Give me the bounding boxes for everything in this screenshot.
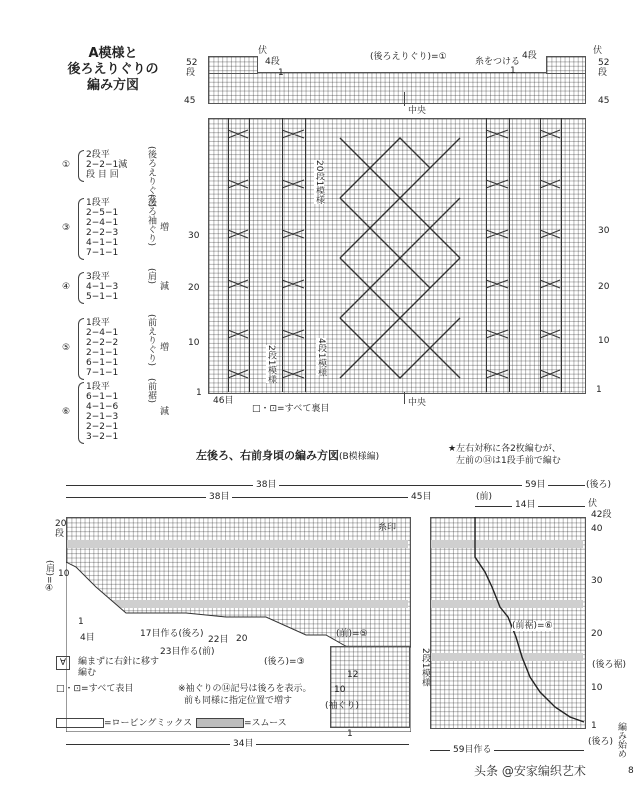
chart-a-shoulder-right bbox=[546, 56, 586, 74]
formula-line: 7−1−1 bbox=[86, 248, 119, 258]
dim-59a-label: 59目 bbox=[522, 480, 548, 490]
formula-bracket bbox=[78, 382, 84, 444]
chart-b-title-suffix: (B模様編) bbox=[339, 452, 380, 462]
legend-c bbox=[56, 718, 192, 729]
chart-a-4dan-left: 4段 bbox=[265, 57, 280, 67]
formula-number: ④ bbox=[62, 282, 71, 292]
chart-a-yoke-grid bbox=[208, 72, 586, 104]
label-made20: 20 bbox=[236, 634, 248, 644]
formula-line: 1段平 bbox=[86, 382, 110, 392]
formula-line: 5−1−1 bbox=[86, 292, 119, 302]
formula-side-label: (前裾) bbox=[146, 378, 156, 404]
dim-ushiro-top: (後ろ) bbox=[586, 480, 612, 490]
chart-a-bottom-46: 46目 bbox=[213, 396, 234, 406]
chart-a-fu-left: 伏 bbox=[258, 46, 268, 56]
chart-b-right-10: 10 bbox=[591, 683, 603, 693]
legend-d-text: =スムース bbox=[244, 718, 287, 729]
formula-line: 1段平 bbox=[86, 198, 110, 208]
chart-a-left-45: 45 bbox=[184, 96, 196, 106]
chart-a-4dan-right: 4段 bbox=[522, 51, 537, 61]
chart-b-right-42: 42段 bbox=[591, 510, 612, 520]
formula-action: 減 bbox=[160, 407, 170, 417]
chart-a-right-52: 52 bbox=[598, 58, 610, 68]
label-mae5: (前)=⑤ bbox=[336, 629, 368, 639]
formula-number: ⑥ bbox=[62, 407, 71, 417]
formula-line: 2−2−2 bbox=[86, 338, 119, 348]
formula-side-label: (肩) bbox=[146, 268, 156, 285]
dim-38a-label: 38目 bbox=[253, 480, 279, 490]
formula-line: 2−1−1 bbox=[86, 348, 119, 358]
formula-line: 4−1−1 bbox=[86, 238, 119, 248]
label-sodeguri: (袖ぐり) bbox=[325, 701, 360, 711]
chart-a-shoulder-left bbox=[208, 56, 258, 74]
formula-line: 3段平 bbox=[86, 272, 110, 282]
formula-line: 2−2−3 bbox=[86, 228, 119, 238]
legend-a-symbol: ∀ bbox=[56, 656, 70, 670]
formula-bracket bbox=[78, 198, 84, 260]
formula-line: 2−2−1 bbox=[86, 422, 119, 432]
chart-a-cable-crosses bbox=[208, 118, 584, 392]
chart-a-right-10: 10 bbox=[598, 336, 610, 346]
formula-line: 2−1−3 bbox=[86, 412, 119, 422]
dim-59b-label: 59目作る bbox=[450, 745, 494, 755]
chart-a-one-right: 1 bbox=[510, 66, 516, 76]
formula-line: 6−1−1 bbox=[86, 358, 119, 368]
chart-a-left-10: 10 bbox=[188, 338, 200, 348]
formula-line: 3−2−1 bbox=[86, 432, 119, 442]
legend-a-text2: 編む bbox=[78, 668, 97, 678]
formula-action: 増 bbox=[160, 343, 170, 353]
chart-a-fu-right: 伏 bbox=[593, 46, 603, 56]
chart-a-back-neck: (後ろえりぐり)=① bbox=[370, 52, 447, 62]
chart-a-rep2: 2段1模様 bbox=[266, 345, 276, 384]
chart-b-right-30: 30 bbox=[591, 576, 603, 586]
chart-a-rep20: 20段1模様 bbox=[314, 160, 324, 205]
chart-b-front-edge bbox=[430, 517, 586, 729]
chart-b-note-1: ★左右対称に各2枚編むが、 bbox=[448, 444, 561, 454]
formula-line: 2−4−1 bbox=[86, 218, 119, 228]
watermark: 头条 @安家编织艺术 bbox=[474, 764, 586, 778]
label-made23: 23目作る(前) bbox=[160, 647, 215, 657]
dim-38b-label: 38目 bbox=[206, 492, 232, 502]
chart-b-right-20: 20 bbox=[591, 629, 603, 639]
chart-a-center-top: 中央 bbox=[408, 106, 427, 116]
legend-b-text: □・⊡=すべて表目 bbox=[56, 684, 134, 694]
chart-a-center-arrow-bottom bbox=[404, 392, 405, 404]
formula-line: 2−4−1 bbox=[86, 328, 119, 338]
formula-bracket bbox=[78, 318, 84, 380]
chart-b-right-1: 1 bbox=[591, 721, 597, 731]
chart-a-rep4: 4段1模様 bbox=[316, 338, 326, 377]
label-itojirushi: 糸印 bbox=[378, 523, 397, 533]
legend-note-2: 前も同様に指定位置で増す bbox=[184, 696, 293, 706]
label-made17: 17目作る(後ろ) bbox=[140, 629, 204, 639]
formula-side-label: (後ろえりぐり) bbox=[146, 146, 156, 208]
dim-38b bbox=[66, 497, 411, 498]
chart-a-title-line3: 編み方図 bbox=[86, 78, 139, 93]
label-ushirorow1: (後ろ) bbox=[588, 737, 614, 747]
label-ushirosuso: (後ろ裾) bbox=[592, 660, 627, 670]
chart-a-left-52: 52 bbox=[186, 58, 198, 68]
label-made22: 22目 bbox=[208, 635, 229, 645]
formula-line: 段 目 回 bbox=[86, 170, 119, 180]
chart-a-right-20: 20 bbox=[598, 282, 610, 292]
chart-a-center-bottom: 中央 bbox=[408, 398, 427, 408]
formula-side-label: (前えりぐり) bbox=[146, 314, 156, 367]
legend-d-swatch bbox=[196, 718, 244, 728]
chart-b-title bbox=[196, 447, 379, 463]
label-maesuso: (前裾)=⑥ bbox=[512, 621, 553, 631]
label-four-me: 4目 bbox=[80, 633, 95, 643]
label-fu: 伏 bbox=[588, 499, 598, 509]
formula-line: 6−1−1 bbox=[86, 392, 119, 402]
label-amihajime: 編み始め bbox=[616, 722, 626, 758]
chart-a-one-left: 1 bbox=[278, 68, 284, 78]
formula-line: 2段平 bbox=[86, 150, 110, 160]
chart-b-note-2: 左前の⑭は1段手前で編む bbox=[456, 456, 561, 466]
formula-line: 1段平 bbox=[86, 318, 110, 328]
formula-number: ⑤ bbox=[62, 343, 71, 353]
chart-a-thread-attach: 糸をつける bbox=[475, 57, 521, 67]
chart-a-right-30: 30 bbox=[598, 226, 610, 236]
formula-number: ① bbox=[62, 160, 71, 170]
chart-b-left-1: 1 bbox=[78, 617, 84, 627]
chart-b-left-10: 10 bbox=[58, 569, 70, 579]
formula-line: 2−5−1 bbox=[86, 208, 119, 218]
chart-b-left-dan: 段 bbox=[55, 529, 65, 539]
label-one: 1 bbox=[347, 729, 353, 739]
dim-34-label: 34目 bbox=[230, 739, 256, 749]
dim-mae: (前) bbox=[476, 492, 493, 502]
formula-line: 7−1−1 bbox=[86, 368, 119, 378]
label-rep2: 2段1模様 bbox=[420, 648, 430, 687]
formula-bracket bbox=[78, 150, 84, 182]
chart-a-right-dan: 段 bbox=[598, 68, 608, 78]
formula-line: 4−1−3 bbox=[86, 282, 119, 292]
chart-a-left-30: 30 bbox=[188, 231, 200, 241]
chart-a-right-45: 45 bbox=[598, 96, 610, 106]
label-ushiro3: (後ろ)=③ bbox=[264, 657, 305, 667]
chart-a-title bbox=[58, 46, 168, 94]
formula-line: 2−2−1減 bbox=[86, 160, 128, 170]
chart-a-left-20: 20 bbox=[188, 283, 200, 293]
legend-a-text: 編まずに右針に移す bbox=[78, 657, 160, 667]
label-ten: 10 bbox=[334, 685, 346, 695]
formula-action: 増 bbox=[160, 223, 170, 233]
chart-a-title-line1: A模様と bbox=[88, 46, 138, 61]
chart-a-left-1: 1 bbox=[196, 388, 202, 398]
chart-b-title-main: 左後ろ、右前身頃の編み方図 bbox=[196, 449, 339, 462]
legend-c-text: =ロービングミックス bbox=[104, 718, 193, 729]
chart-a-legend: □・⊡=すべて裏目 bbox=[252, 404, 330, 414]
chart-b-right-40: 40 bbox=[591, 524, 603, 534]
chart-b-left-20: 20 bbox=[55, 519, 67, 529]
formula-number: ③ bbox=[62, 223, 71, 233]
dim-45-label: 45目 bbox=[408, 492, 434, 502]
label-twelve: 12 bbox=[347, 670, 359, 680]
chart-a-center-arrow-top bbox=[404, 92, 405, 106]
page-number: 8 bbox=[628, 766, 634, 776]
formula-bracket bbox=[78, 272, 84, 304]
formula-line: 4−1−6 bbox=[86, 402, 119, 412]
formula-action: 減 bbox=[160, 282, 170, 292]
dim-14-label: 14目 bbox=[512, 500, 538, 510]
legend-d bbox=[196, 718, 287, 729]
legend-c-swatch bbox=[56, 718, 104, 728]
legend-note-1: ※袖ぐりの⑭記号は後ろを表示。 bbox=[178, 684, 312, 694]
chart-a-right-1: 1 bbox=[596, 385, 602, 395]
chart-b-shoulder: (肩)=④ bbox=[44, 560, 54, 594]
chart-a-left-dan: 段 bbox=[186, 68, 196, 78]
chart-a-title-line2: 後ろえりぐりの bbox=[67, 62, 159, 77]
formula-side-label: (後ろ袖ぐり) bbox=[146, 194, 156, 247]
